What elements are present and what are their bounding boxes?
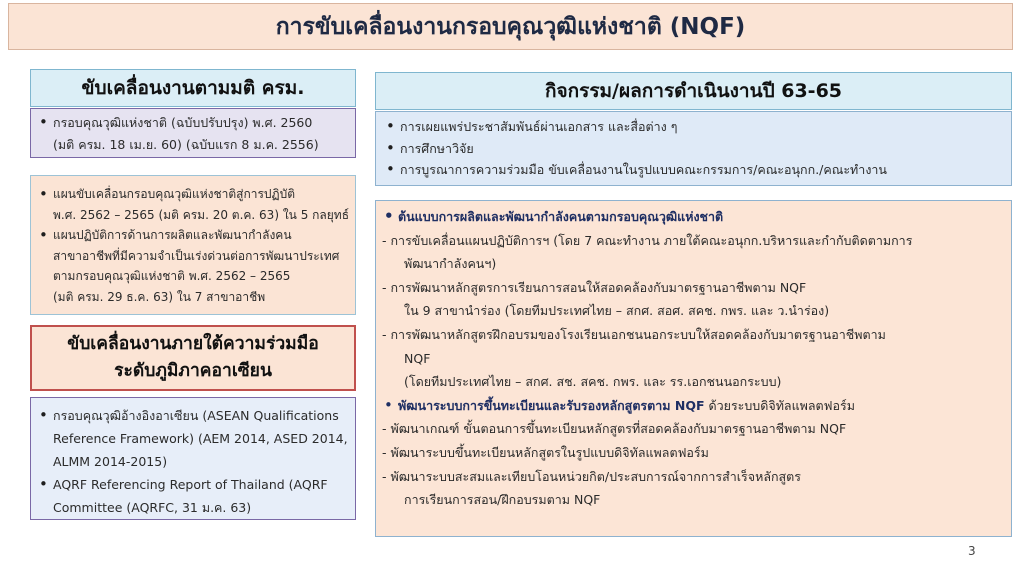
- heading-prototype: • ต้นแบบการผลิตและพัฒนากำลังคนตามกรอบคุณวุฒิแห่งชาติ: [382, 205, 1005, 229]
- list-item: (โดยทีมประเทศไทย – สกศ. สช. สคช. กพร. และ รร.เอกชนนอกระบบ): [404, 374, 782, 390]
- header-asean-cooperation: ขับเคลื่อนงานภายใต้ความร่วมมือ ระดับภูมิภาคอาเซียน: [30, 325, 356, 391]
- list-item: พัฒนากำลังคนฯ): [404, 256, 497, 272]
- list-item: NQF: [404, 350, 431, 366]
- results-box: [375, 200, 1012, 537]
- list-item: • การเผยแพร่ประชาสัมพันธ์ผ่านเอกสาร และสื่อต่าง ๆ: [384, 116, 1003, 138]
- list-item: - การขับเคลื่อนแผนปฏิบัติการฯ (โดย 7 คณะทำงาน ภายใต้คณะอนุกก.บริหารและกำกับติดตามการ: [382, 232, 913, 248]
- list-item: • แผนปฏิบัติการด้านการผลิตและพัฒนากำลังคน สาขาอาชีพที่มีความจำเป็นเร่งด่วนต่อการพัฒนาประเทศ ตามกรอบคุณวุฒิแห่งชาติ พ.ศ. 2562 – 2565 (มติ ครม. 29 ธ.ค. 63) ใน 7 สาขาอาชีพ: [37, 225, 349, 307]
- page-number: 3: [968, 544, 976, 558]
- heading-registration: • พัฒนาระบบการขึ้นทะเบียนและรับรองหลักสูตรตาม NQF ด้วยระบบดิจิทัลแพลตฟอร์ม: [382, 394, 1005, 418]
- list-item: • กรอบคุณวุฒิแห่งชาติ (ฉบับปรับปรุง) พ.ศ. 2560 (มติ ครม. 18 เม.ย. 60) (ฉบับแรก 8 ม.ค. 2556): [37, 112, 349, 155]
- list-item: • กรอบคุณวุฒิอ้างอิงอาเซียน (ASEAN Qualifications Reference Framework) (AEM 2014, ASED 2014, ALMM 2014-2015): [37, 404, 349, 473]
- header-activities: กิจกรรม/ผลการดำเนินงานปี 63-65: [375, 72, 1012, 110]
- nqf-revision-box: [30, 108, 356, 158]
- action-plan-box: [30, 175, 356, 315]
- asean-framework-box: [30, 397, 356, 520]
- list-item: - การพัฒนาหลักสูตรฝึกอบรมของโรงเรียนเอกชนนอกระบบให้สอดคล้องกับมาตรฐานอาชีพตาม: [382, 326, 886, 342]
- list-item: • AQRF Referencing Report of Thailand (AQRF Committee (AQRFC, 31 ม.ค. 63): [37, 473, 349, 519]
- list-item: • การบูรณาการความร่วมมือ ขับเคลื่อนงานในรูปแบบคณะกรรมการ/คณะอนุกก./คณะทำงาน: [384, 159, 1003, 181]
- list-item: - พัฒนาเกณฑ์ ขั้นตอนการขึ้นทะเบียนหลักสูตรที่สอดคล้องกับมาตรฐานอาชีพตาม NQF: [382, 421, 847, 437]
- list-item: • แผนขับเคลื่อนกรอบคุณวุฒิแห่งชาติสู่การปฏิบัติ พ.ศ. 2562 – 2565 (มติ ครม. 20 ต.ค. 63) ใน 5 กลยุทธ์: [37, 184, 349, 225]
- list-item: - พัฒนาระบบสะสมและเทียบโอนหน่วยกิต/ประสบการณ์จากการสำเร็จหลักสูตร: [382, 468, 802, 484]
- page-title: การขับเคลื่อนงานกรอบคุณวุฒิแห่งชาติ (NQF): [8, 3, 1013, 50]
- activities-box: [375, 111, 1012, 186]
- list-item: - พัฒนาระบบขึ้นทะเบียนหลักสูตรในรูปแบบดิจิทัลแพลตฟอร์ม: [382, 444, 709, 460]
- header-cabinet-resolution: ขับเคลื่อนงานตามมติ ครม.: [30, 69, 356, 107]
- list-item: - การพัฒนาหลักสูตรการเรียนการสอนให้สอดคล้องกับมาตรฐานอาชีพตาม NQF: [382, 279, 807, 295]
- list-item: • การศึกษาวิจัย: [384, 138, 1003, 160]
- list-item: ใน 9 สาขานำร่อง (โดยทีมประเทศไทย – สกศ. สอศ. สคช. กพร. และ ว.นำร่อง): [404, 303, 830, 319]
- list-item: การเรียนการสอน/ฝึกอบรมตาม NQF: [404, 492, 601, 508]
